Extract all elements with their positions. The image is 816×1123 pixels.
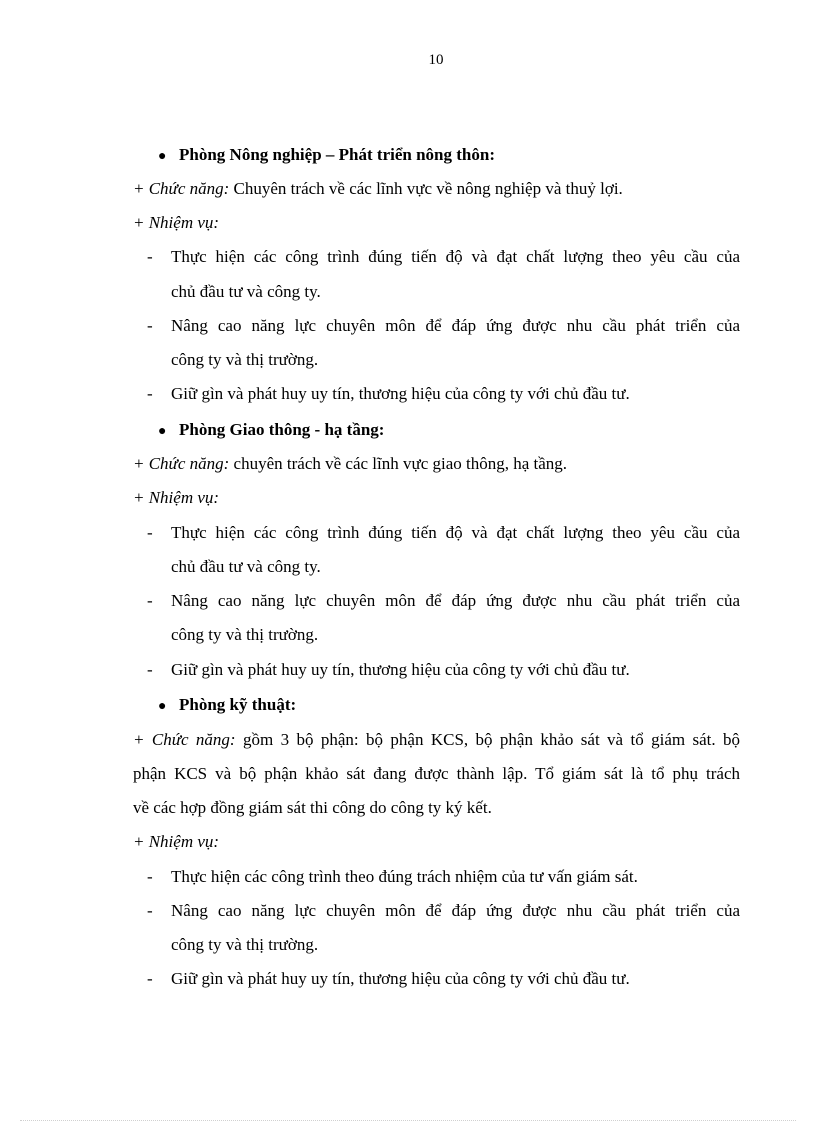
list-item-text: Nâng cao năng lực chuyên môn để đáp ứng được nhu cầu phát triển của: [171, 901, 740, 920]
section-heading-text: Phòng kỹ thuật:: [179, 695, 297, 714]
function-text: gồm 3 bộ phận: bộ phận KCS, bộ phận khảo sát và tổ giám sát. bộ: [235, 730, 740, 749]
list-item-continuation: công ty và thị trường.: [171, 625, 319, 644]
list-item-text: Thực hiện các công trình theo đúng trách nhiệm của tư vấn giám sát.: [171, 867, 638, 886]
function-text: Chuyên trách về các lĩnh vực về nông nghiệp và thuỷ lợi.: [229, 179, 623, 198]
section-heading: [158, 419, 384, 443]
function-line: [133, 178, 623, 200]
section-heading-text: Phòng Giao thông - hạ tầng:: [179, 420, 385, 439]
page-number: 10: [428, 52, 444, 68]
list-item: - Thực hiện các công trình đúng tiến độ và đạt chất lượng theo yêu cầu của: [147, 247, 740, 266]
list-item: - Thực hiện các công trình đúng tiến độ và đạt chất lượng theo yêu cầu của: [147, 523, 740, 542]
list-item-text: Nâng cao năng lực chuyên môn để đáp ứng được nhu cầu phát triển của: [171, 591, 740, 610]
list-item-text: Giữ gìn và phát huy uy tín, thương hiệu của công ty với chủ đầu tư.: [171, 969, 630, 988]
duty-label-text: + Nhiệm vụ:: [133, 832, 220, 851]
list-item-text: Thực hiện các công trình đúng tiến độ và đạt chất lượng theo yêu cầu của: [171, 247, 740, 266]
function-label: + Chức năng:: [133, 179, 230, 198]
list-item-continuation: công ty và thị trường.: [171, 350, 319, 369]
bullet-icon: ●: [158, 149, 167, 164]
bullet-icon: ●: [158, 699, 167, 714]
section-heading: [158, 144, 495, 168]
function-line: về các hợp đồng giám sát thi công do công ty ký kết.: [133, 798, 492, 817]
function-line: [133, 729, 740, 751]
list-item: - Giữ gìn và phát huy uy tín, thương hiệu của công ty với chủ đầu tư.: [147, 384, 630, 403]
function-text: chuyên trách về các lĩnh vực giao thông, hạ tầng.: [229, 454, 568, 473]
section-heading: [158, 694, 296, 718]
section-heading-text: Phòng Nông nghiệp – Phát triển nông thôn:: [179, 145, 495, 164]
list-item-continuation: công ty và thị trường.: [171, 935, 319, 954]
function-label: + Chức năng:: [133, 730, 236, 749]
duty-label: [133, 831, 219, 853]
function-line: [133, 453, 567, 475]
list-item-text: Nâng cao năng lực chuyên môn để đáp ứng được nhu cầu phát triển của: [171, 316, 740, 335]
list-item: - Nâng cao năng lực chuyên môn để đáp ứng được nhu cầu phát triển của: [147, 901, 740, 920]
list-item-continuation: chủ đầu tư và công ty.: [171, 557, 321, 576]
bullet-icon: ●: [158, 424, 167, 439]
duty-label: [133, 487, 219, 509]
list-item: - Nâng cao năng lực chuyên môn để đáp ứng được nhu cầu phát triển của: [147, 591, 740, 610]
list-item: - Giữ gìn và phát huy uy tín, thương hiệu của công ty với chủ đầu tư.: [147, 660, 630, 679]
duty-label: [133, 212, 219, 234]
function-label: + Chức năng:: [133, 454, 230, 473]
list-item-text: Giữ gìn và phát huy uy tín, thương hiệu của công ty với chủ đầu tư.: [171, 660, 630, 679]
list-item: - Nâng cao năng lực chuyên môn để đáp ứng được nhu cầu phát triển của: [147, 316, 740, 335]
duty-label-text: + Nhiệm vụ:: [133, 213, 220, 232]
list-item-text: Thực hiện các công trình đúng tiến độ và đạt chất lượng theo yêu cầu của: [171, 523, 740, 542]
function-text: phận KCS và bộ phận khảo sát đang được thành lập. Tổ giám sát là tổ phụ trách: [133, 764, 740, 783]
page-bottom-border: [20, 1120, 796, 1121]
list-item-continuation: chủ đầu tư và công ty.: [171, 282, 321, 301]
function-line: [133, 763, 740, 785]
duty-label-text: + Nhiệm vụ:: [133, 488, 220, 507]
list-item: - Thực hiện các công trình theo đúng trách nhiệm của tư vấn giám sát.: [147, 867, 638, 886]
list-item-text: Giữ gìn và phát huy uy tín, thương hiệu của công ty với chủ đầu tư.: [171, 384, 630, 403]
list-item: - Giữ gìn và phát huy uy tín, thương hiệu của công ty với chủ đầu tư.: [147, 969, 630, 988]
